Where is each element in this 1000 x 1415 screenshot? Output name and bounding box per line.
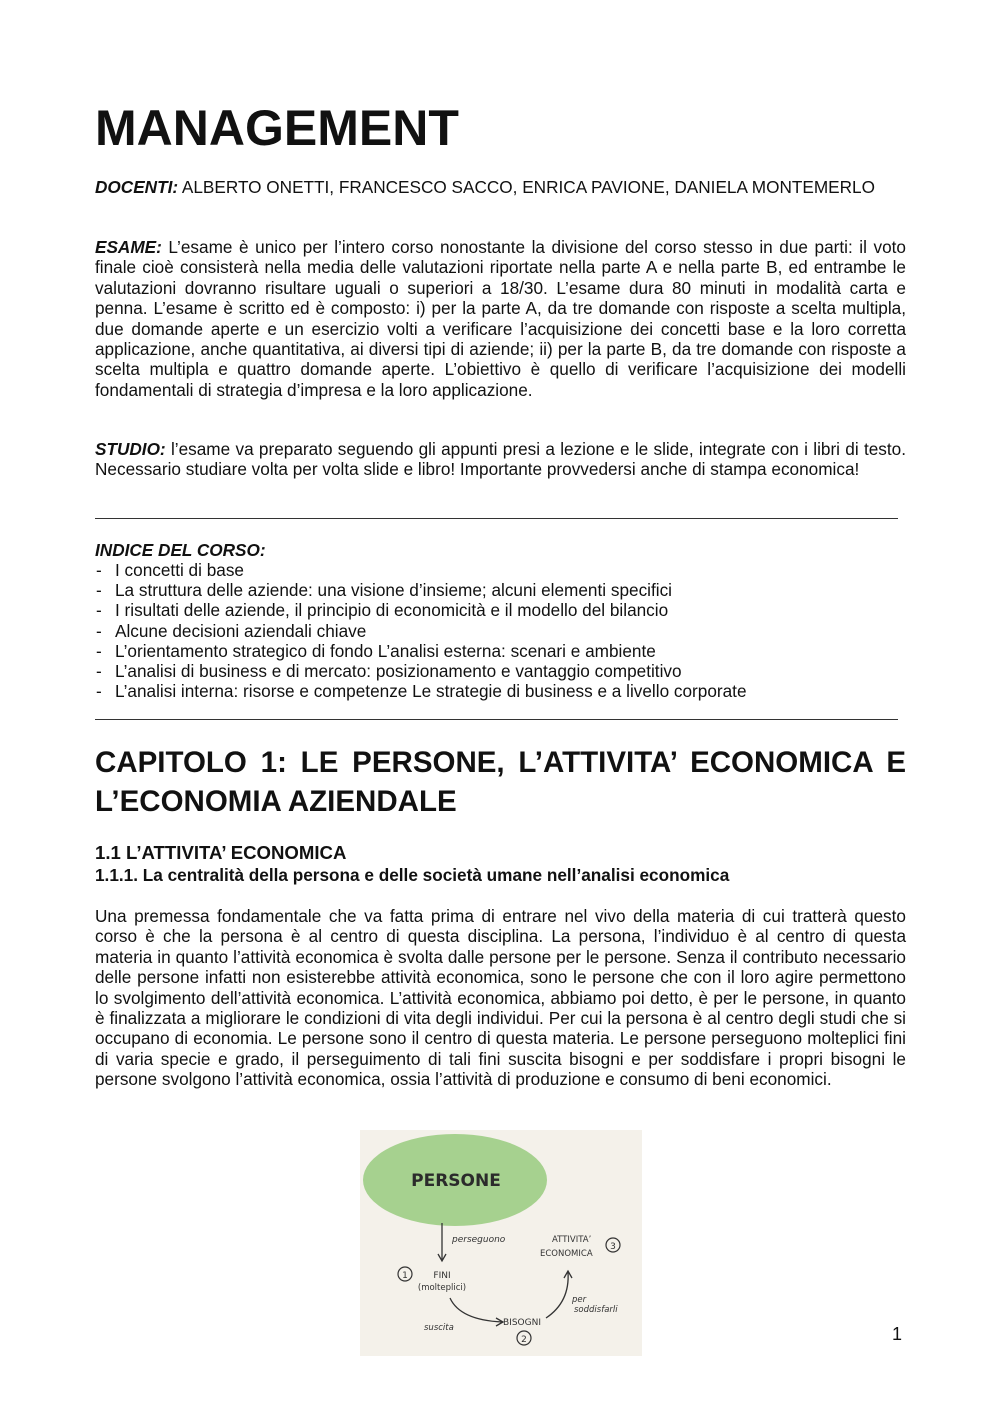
- subsection-title: 1.1.1. La centralità della persona e delle società umane nell’analisi economica: [95, 865, 730, 885]
- studio-paragraph: [95, 439, 906, 480]
- document-title: MANAGEMENT: [95, 100, 459, 156]
- bisogni-label: BISOGNI: [503, 1318, 541, 1328]
- number-3: 3: [610, 1242, 616, 1252]
- soddisfarli-label: soddisfarli: [574, 1305, 618, 1315]
- section-title: 1.1 L’ATTIVITA’ ECONOMICA: [95, 842, 347, 863]
- number-1: 1: [402, 1271, 408, 1281]
- index-item: - L’analisi interna: risorse e competenze Le strategie di business e a livello corporate: [96, 681, 747, 702]
- esame-paragraph: [95, 237, 906, 400]
- economica-label: ECONOMICA: [540, 1249, 593, 1259]
- attivita-label: ATTIVITA’: [552, 1235, 592, 1245]
- molteplici-label: (molteplici): [417, 1283, 467, 1293]
- suscita-label: suscita: [424, 1323, 454, 1333]
- index-list: [95, 560, 747, 701]
- per-label: per: [572, 1295, 587, 1305]
- index-item: - L’analisi di business e di mercato: posizionamento e vantaggio competitivo: [96, 661, 682, 682]
- studio-label: STUDIO:: [95, 439, 166, 459]
- esame-label: ESAME:: [95, 237, 162, 257]
- index-title: INDICE DEL CORSO:: [95, 540, 266, 560]
- perseguono-label: perseguono: [452, 1235, 506, 1245]
- docenti-label: DOCENTI:: [95, 177, 179, 197]
- esame-text: L’esame è unico per l’intero corso nonostante la divisione del corso stesso in due parti: il voto finale cioè consisterà nella media delle valutazioni riportate nella parte A e nella parte B, ed entrambe le valutazioni dovranno risultare uguali o superiori a 18/30. L’esame dura 80 minuti in modalità carta e penna. L’esame è scritto ed è composto: i) per la parte A, da tre domande con risposte a scelta multipla, due domande aperte e un esercizio volti a verificare l’acquisizione dei concetti base e la loro corretta applicazione, anche quantitativa, ai diversi tipi di aziende; ii) per la parte B, da tre domande con risposte a scelta multipla e quattro domande aperte. L’obiettivo è quello di verificare l’acquisizione dei modelli fondamentali di strategia d’impresa e la loro applicazione.: [95, 237, 906, 400]
- number-2: 2: [521, 1335, 527, 1345]
- index-item: - I risultati delle aziende, il principio di economicità e il modello del bilancio: [96, 600, 669, 621]
- page-number: 1: [892, 1324, 903, 1344]
- body-paragraph: Una premessa fondamentale che va fatta prima di entrare nel vivo della materia di cui tratterà questo corso è che la persona è al centro di questa disciplina. La persona, l’individuo è al centro di questa materia in quanto l’attività economica è svolta dalle persone per le persone. Senza il contributo necessario delle persone infatti non esisterebbe attività economica, sono le persone che con il loro agire permettono lo svolgimento dell’attività economica. L’attività economica, abbiamo poi detto, è per le persone, in quanto è finalizzata a migliorare le condizioni di vita degli individui. Per cui la persona è al centro degli studi che si occupano di economia. Le persone sono il centro di questa materia. Le persone perseguono molteplici fini di varia specie e grado, il perseguimento di tali fini suscita bisogni e per soddisfare i propri bisogni le persone svolgono l’attività economica, ossia l’attività di produzione e consumo di beni economici.: [95, 906, 906, 1090]
- index-item: - Alcune decisioni aziendali chiave: [96, 620, 367, 641]
- separator-line: [95, 719, 898, 720]
- persone-diagram-image: [360, 1130, 642, 1356]
- index-item: - I concetti di base: [96, 560, 244, 580]
- separator-line: [95, 518, 898, 519]
- studio-text: l’esame va preparato seguendo gli appunti presi a lezione e le slide, integrate con i libri di testo. Necessario studiare volta per volta slide e libro! Importante provvedersi anche di stampa economica!: [95, 439, 906, 480]
- chapter-title: CAPITOLO 1: LE PERSONE, L’ATTIVITA’ ECONOMICA E L’ECONOMIA AZIENDALE: [95, 746, 906, 818]
- index-item: - La struttura delle aziende: una visione d’insieme; alcuni elementi specifici: [96, 580, 672, 601]
- index-item: - L’orientamento strategico di fondo L’analisi esterna: scenari e ambiente: [96, 640, 656, 661]
- fini-label: FINI: [433, 1271, 451, 1281]
- persone-label: PERSONE: [411, 1171, 501, 1191]
- docenti-text: ALBERTO ONETTI, FRANCESCO SACCO, ENRICA PAVIONE, DANIELA MONTEMERLO: [178, 177, 875, 197]
- docenti-paragraph: [95, 177, 906, 197]
